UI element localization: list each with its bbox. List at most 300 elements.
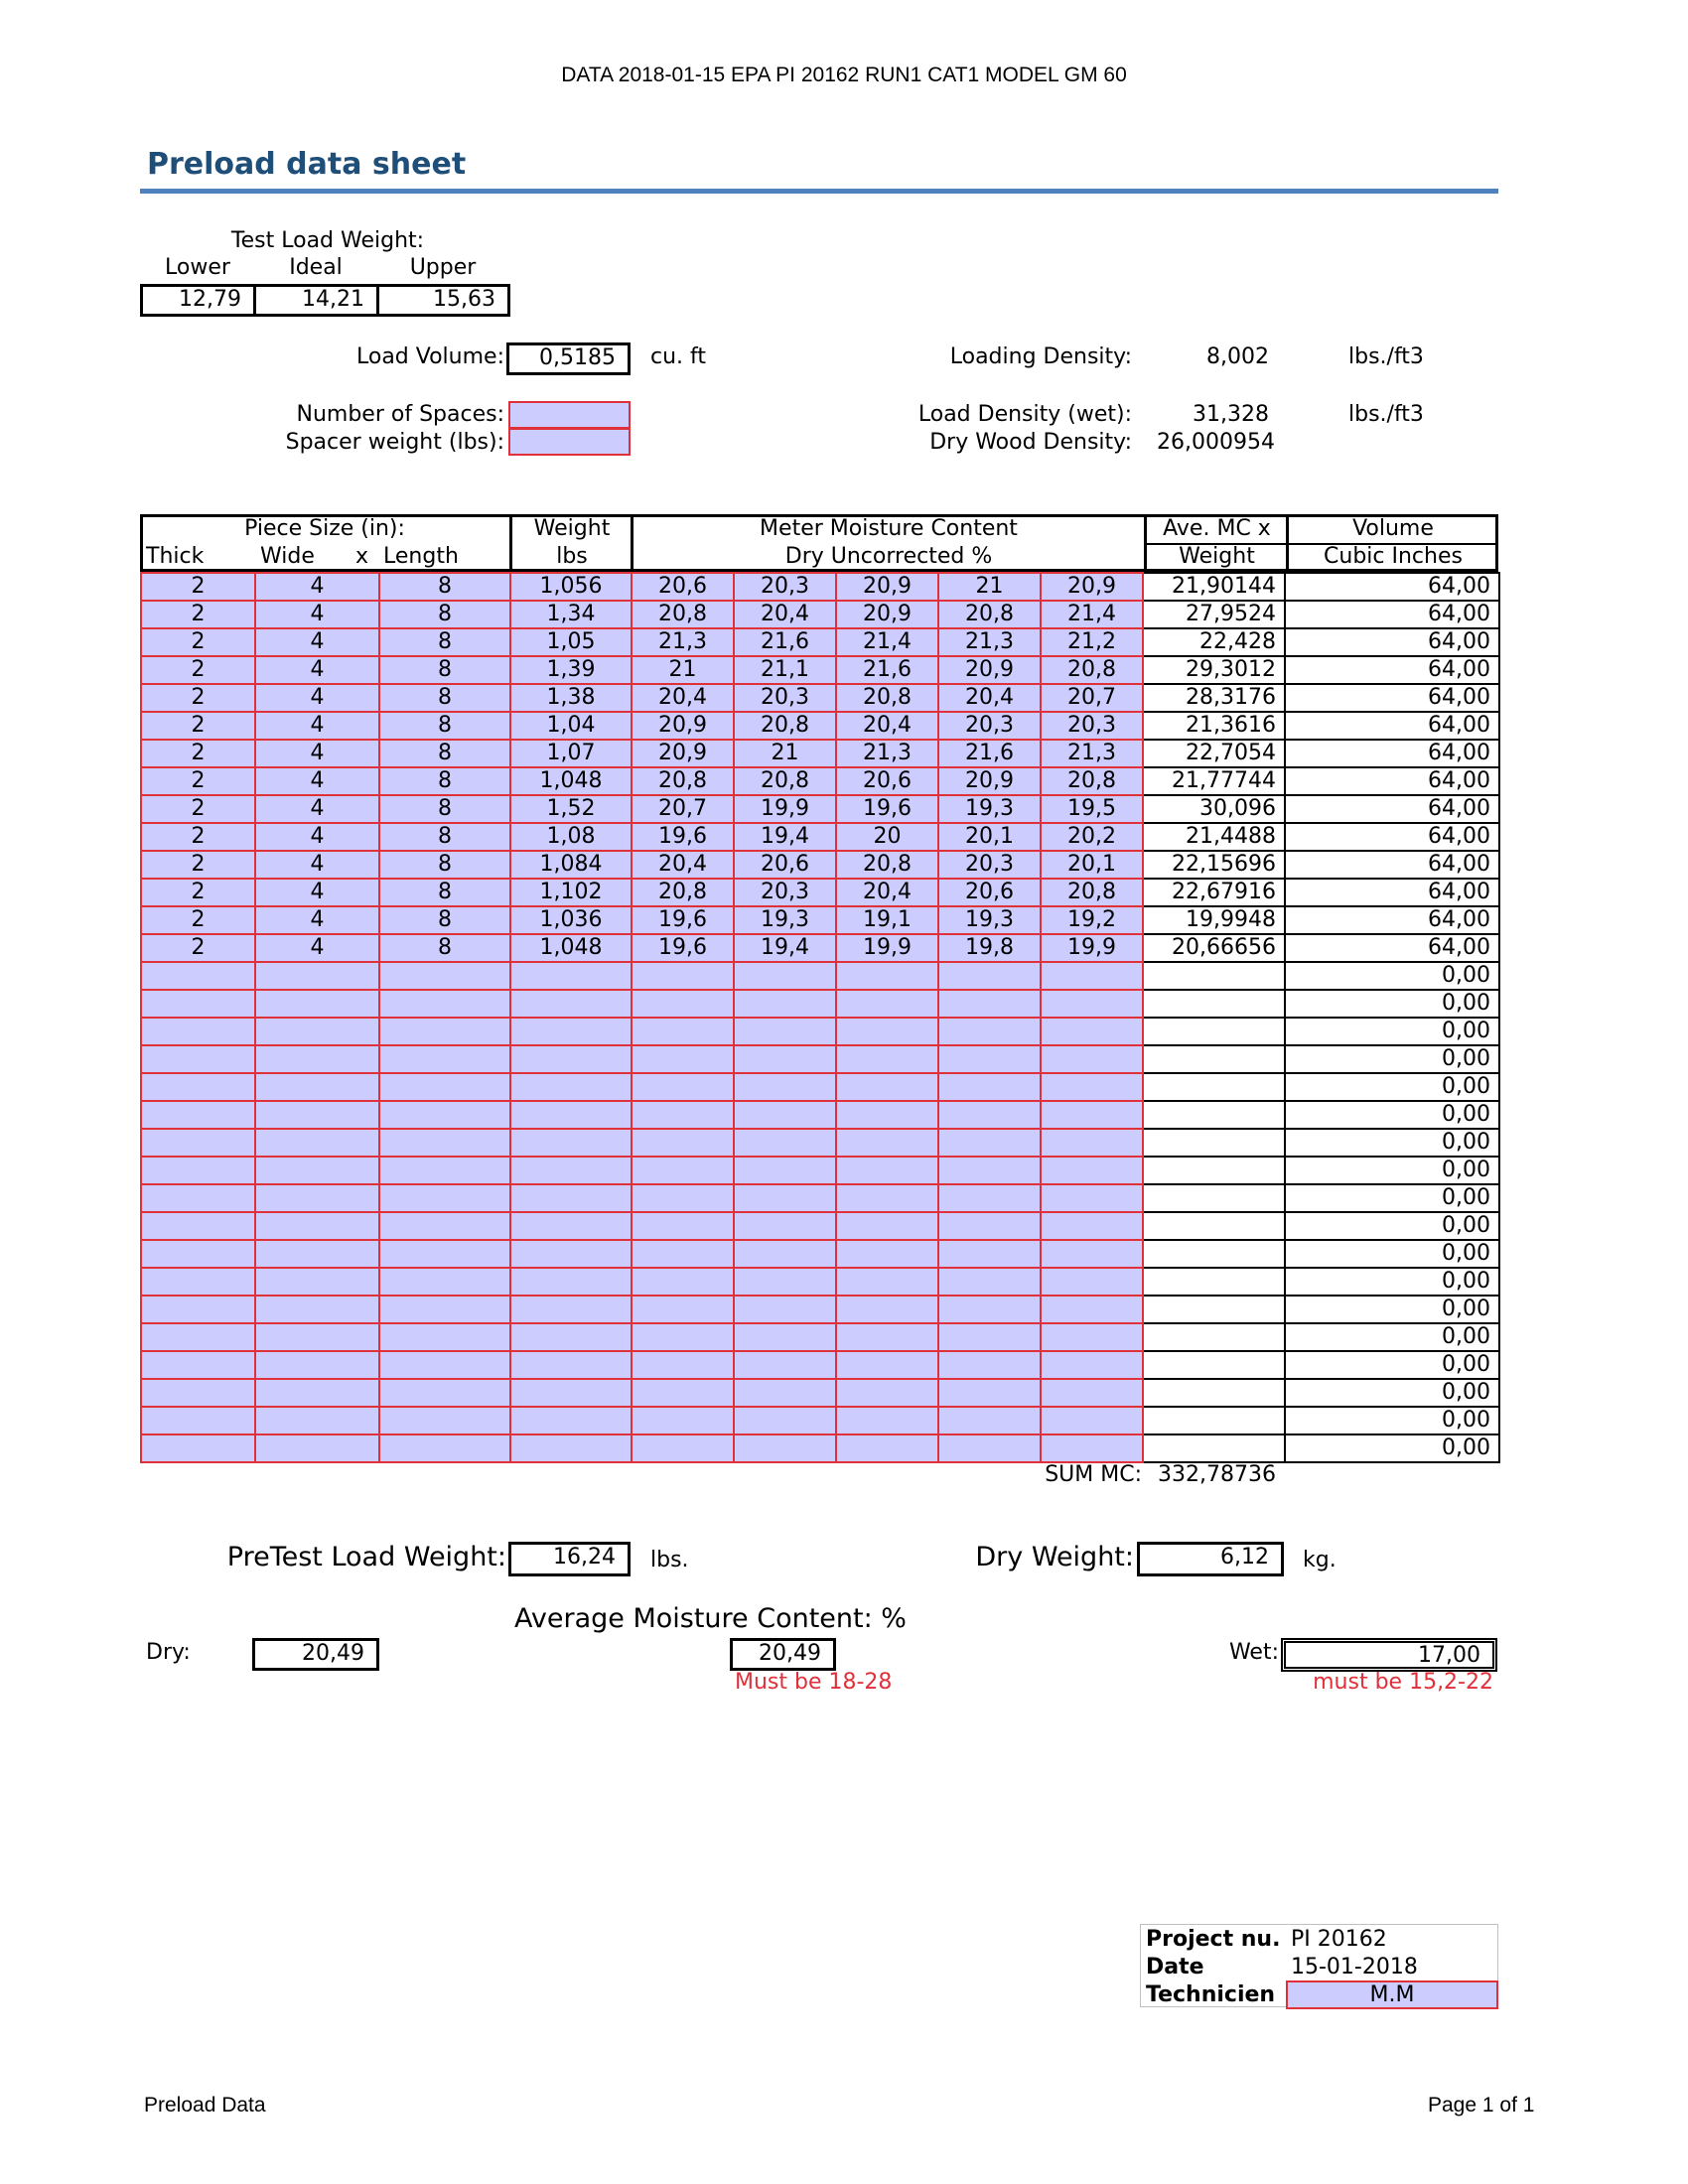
mc-reading-3-cell[interactable]: 20,6 — [836, 767, 938, 795]
mc-reading-1-cell[interactable] — [632, 1184, 734, 1212]
wide-cell[interactable]: 4 — [255, 712, 379, 740]
mc-reading-4-cell[interactable]: 20,1 — [938, 823, 1041, 851]
thick-cell[interactable] — [141, 1045, 255, 1073]
weight-cell[interactable] — [510, 1184, 632, 1212]
mc-reading-3-cell[interactable]: 20 — [836, 823, 938, 851]
length-cell[interactable] — [379, 1073, 510, 1101]
mc-reading-1-cell[interactable] — [632, 1101, 734, 1129]
wide-cell[interactable] — [255, 1407, 379, 1434]
mc-reading-2-cell[interactable] — [734, 1018, 836, 1045]
wide-cell[interactable] — [255, 1157, 379, 1184]
mc-reading-3-cell[interactable] — [836, 1268, 938, 1296]
mc-reading-1-cell[interactable] — [632, 1407, 734, 1434]
thick-cell[interactable]: 2 — [141, 934, 255, 962]
mc-reading-1-cell[interactable] — [632, 1018, 734, 1045]
thick-cell[interactable] — [141, 1101, 255, 1129]
length-cell[interactable]: 8 — [379, 601, 510, 628]
mc-reading-4-cell[interactable]: 20,8 — [938, 601, 1041, 628]
mc-reading-5-cell[interactable] — [1041, 1323, 1143, 1351]
mc-reading-5-cell[interactable] — [1041, 1018, 1143, 1045]
mc-reading-4-cell[interactable]: 21,6 — [938, 740, 1041, 767]
wide-cell[interactable]: 4 — [255, 601, 379, 628]
length-cell[interactable]: 8 — [379, 628, 510, 656]
wide-cell[interactable] — [255, 1351, 379, 1379]
wet-mc-field[interactable]: 17,00 — [1281, 1638, 1497, 1672]
wide-cell[interactable] — [255, 1045, 379, 1073]
mc-reading-4-cell[interactable] — [938, 1129, 1041, 1157]
mc-reading-1-cell[interactable]: 20,6 — [632, 573, 734, 601]
mc-reading-2-cell[interactable] — [734, 1379, 836, 1407]
mc-reading-1-cell[interactable]: 20,8 — [632, 601, 734, 628]
thick-cell[interactable]: 2 — [141, 740, 255, 767]
mc-reading-5-cell[interactable] — [1041, 1240, 1143, 1268]
wide-cell[interactable]: 4 — [255, 823, 379, 851]
weight-cell[interactable] — [510, 1351, 632, 1379]
length-cell[interactable] — [379, 1018, 510, 1045]
mc-reading-2-cell[interactable]: 20,8 — [734, 767, 836, 795]
mc-reading-4-cell[interactable] — [938, 1434, 1041, 1462]
weight-cell[interactable] — [510, 1157, 632, 1184]
load-volume-field[interactable]: 0,5185 — [506, 342, 631, 375]
mc-reading-4-cell[interactable]: 21 — [938, 573, 1041, 601]
mc-reading-2-cell[interactable] — [734, 1296, 836, 1323]
mc-reading-4-cell[interactable] — [938, 962, 1041, 990]
mc-reading-4-cell[interactable] — [938, 1157, 1041, 1184]
weight-cell[interactable]: 1,38 — [510, 684, 632, 712]
mc-reading-4-cell[interactable]: 20,4 — [938, 684, 1041, 712]
mc-reading-4-cell[interactable]: 19,3 — [938, 906, 1041, 934]
mc-reading-3-cell[interactable]: 20,4 — [836, 712, 938, 740]
mc-reading-2-cell[interactable] — [734, 1045, 836, 1073]
mc-reading-2-cell[interactable] — [734, 1212, 836, 1240]
thick-cell[interactable] — [141, 1434, 255, 1462]
mc-reading-5-cell[interactable]: 19,5 — [1041, 795, 1143, 823]
weight-cell[interactable] — [510, 1323, 632, 1351]
mc-reading-2-cell[interactable] — [734, 1101, 836, 1129]
mc-reading-2-cell[interactable]: 20,6 — [734, 851, 836, 879]
length-cell[interactable] — [379, 1240, 510, 1268]
mc-reading-2-cell[interactable]: 20,3 — [734, 684, 836, 712]
mc-reading-2-cell[interactable]: 20,4 — [734, 601, 836, 628]
thick-cell[interactable]: 2 — [141, 879, 255, 906]
weight-cell[interactable]: 1,05 — [510, 628, 632, 656]
mc-reading-1-cell[interactable]: 19,6 — [632, 906, 734, 934]
thick-cell[interactable] — [141, 1296, 255, 1323]
mc-reading-3-cell[interactable] — [836, 1407, 938, 1434]
mc-reading-3-cell[interactable] — [836, 1323, 938, 1351]
length-cell[interactable]: 8 — [379, 684, 510, 712]
mc-reading-2-cell[interactable] — [734, 1407, 836, 1434]
avg-mc-field[interactable]: 20,49 — [730, 1638, 836, 1671]
length-cell[interactable] — [379, 1157, 510, 1184]
mc-reading-1-cell[interactable]: 21 — [632, 656, 734, 684]
mc-reading-5-cell[interactable]: 20,7 — [1041, 684, 1143, 712]
mc-reading-4-cell[interactable]: 20,3 — [938, 851, 1041, 879]
mc-reading-5-cell[interactable] — [1041, 1434, 1143, 1462]
wide-cell[interactable] — [255, 1434, 379, 1462]
wide-cell[interactable] — [255, 990, 379, 1018]
mc-reading-1-cell[interactable]: 20,8 — [632, 767, 734, 795]
mc-reading-4-cell[interactable] — [938, 1101, 1041, 1129]
thick-cell[interactable] — [141, 1268, 255, 1296]
mc-reading-4-cell[interactable] — [938, 990, 1041, 1018]
mc-reading-5-cell[interactable] — [1041, 1407, 1143, 1434]
mc-reading-4-cell[interactable]: 20,9 — [938, 656, 1041, 684]
length-cell[interactable] — [379, 1323, 510, 1351]
mc-reading-3-cell[interactable]: 19,6 — [836, 795, 938, 823]
mc-reading-5-cell[interactable]: 19,9 — [1041, 934, 1143, 962]
weight-cell[interactable] — [510, 1434, 632, 1462]
mc-reading-4-cell[interactable] — [938, 1268, 1041, 1296]
weight-cell[interactable]: 1,056 — [510, 573, 632, 601]
mc-reading-5-cell[interactable]: 21,4 — [1041, 601, 1143, 628]
wide-cell[interactable]: 4 — [255, 795, 379, 823]
mc-reading-3-cell[interactable] — [836, 1129, 938, 1157]
weight-cell[interactable]: 1,39 — [510, 656, 632, 684]
mc-reading-1-cell[interactable] — [632, 1045, 734, 1073]
mc-reading-5-cell[interactable] — [1041, 1157, 1143, 1184]
mc-reading-5-cell[interactable] — [1041, 1073, 1143, 1101]
mc-reading-3-cell[interactable]: 21,6 — [836, 656, 938, 684]
mc-reading-2-cell[interactable] — [734, 1157, 836, 1184]
mc-reading-4-cell[interactable]: 21,3 — [938, 628, 1041, 656]
mc-reading-3-cell[interactable] — [836, 1045, 938, 1073]
mc-reading-1-cell[interactable] — [632, 990, 734, 1018]
mc-reading-4-cell[interactable]: 20,3 — [938, 712, 1041, 740]
mc-reading-5-cell[interactable]: 20,2 — [1041, 823, 1143, 851]
mc-reading-1-cell[interactable] — [632, 1240, 734, 1268]
mc-reading-4-cell[interactable] — [938, 1018, 1041, 1045]
mc-reading-3-cell[interactable] — [836, 1184, 938, 1212]
mc-reading-3-cell[interactable] — [836, 1212, 938, 1240]
mc-reading-5-cell[interactable]: 21,2 — [1041, 628, 1143, 656]
mc-reading-1-cell[interactable]: 20,8 — [632, 879, 734, 906]
length-cell[interactable] — [379, 1045, 510, 1073]
wide-cell[interactable]: 4 — [255, 767, 379, 795]
wide-cell[interactable] — [255, 1184, 379, 1212]
weight-cell[interactable] — [510, 1045, 632, 1073]
thick-cell[interactable] — [141, 1323, 255, 1351]
mc-reading-1-cell[interactable]: 20,4 — [632, 851, 734, 879]
mc-reading-2-cell[interactable]: 20,3 — [734, 573, 836, 601]
mc-reading-2-cell[interactable] — [734, 1073, 836, 1101]
mc-reading-1-cell[interactable] — [632, 1351, 734, 1379]
length-cell[interactable] — [379, 1351, 510, 1379]
thick-cell[interactable]: 2 — [141, 851, 255, 879]
mc-reading-3-cell[interactable] — [836, 1073, 938, 1101]
thick-cell[interactable] — [141, 1129, 255, 1157]
mc-reading-2-cell[interactable]: 19,4 — [734, 823, 836, 851]
mc-reading-3-cell[interactable] — [836, 1240, 938, 1268]
mc-reading-2-cell[interactable]: 20,8 — [734, 712, 836, 740]
mc-reading-1-cell[interactable]: 20,9 — [632, 740, 734, 767]
pretest-weight-field[interactable]: 16,24 — [508, 1542, 631, 1576]
weight-cell[interactable] — [510, 1268, 632, 1296]
length-cell[interactable] — [379, 1268, 510, 1296]
mc-reading-3-cell[interactable]: 20,8 — [836, 851, 938, 879]
mc-reading-2-cell[interactable] — [734, 1184, 836, 1212]
mc-reading-5-cell[interactable]: 19,2 — [1041, 906, 1143, 934]
thick-cell[interactable]: 2 — [141, 601, 255, 628]
length-cell[interactable] — [379, 1407, 510, 1434]
thick-cell[interactable] — [141, 1073, 255, 1101]
mc-reading-2-cell[interactable] — [734, 1351, 836, 1379]
weight-cell[interactable]: 1,52 — [510, 795, 632, 823]
mc-reading-1-cell[interactable] — [632, 1434, 734, 1462]
length-cell[interactable]: 8 — [379, 906, 510, 934]
length-cell[interactable]: 8 — [379, 712, 510, 740]
length-cell[interactable]: 8 — [379, 795, 510, 823]
mc-reading-1-cell[interactable]: 19,6 — [632, 823, 734, 851]
length-cell[interactable]: 8 — [379, 851, 510, 879]
mc-reading-1-cell[interactable]: 21,3 — [632, 628, 734, 656]
wide-cell[interactable]: 4 — [255, 656, 379, 684]
mc-reading-4-cell[interactable]: 20,9 — [938, 767, 1041, 795]
weight-cell[interactable]: 1,048 — [510, 767, 632, 795]
weight-cell[interactable] — [510, 1240, 632, 1268]
mc-reading-5-cell[interactable] — [1041, 1351, 1143, 1379]
mc-reading-5-cell[interactable] — [1041, 962, 1143, 990]
weight-cell[interactable]: 1,08 — [510, 823, 632, 851]
thick-cell[interactable]: 2 — [141, 795, 255, 823]
thick-cell[interactable] — [141, 1184, 255, 1212]
weight-cell[interactable]: 1,34 — [510, 601, 632, 628]
spacer-weight-input[interactable] — [508, 428, 631, 456]
thick-cell[interactable]: 2 — [141, 712, 255, 740]
thick-cell[interactable] — [141, 1240, 255, 1268]
mc-reading-2-cell[interactable] — [734, 1323, 836, 1351]
mc-reading-3-cell[interactable] — [836, 1351, 938, 1379]
weight-cell[interactable] — [510, 1379, 632, 1407]
wide-cell[interactable] — [255, 1212, 379, 1240]
mc-reading-4-cell[interactable] — [938, 1045, 1041, 1073]
mc-reading-3-cell[interactable]: 20,4 — [836, 879, 938, 906]
length-cell[interactable] — [379, 962, 510, 990]
wide-cell[interactable] — [255, 1379, 379, 1407]
wide-cell[interactable]: 4 — [255, 879, 379, 906]
length-cell[interactable]: 8 — [379, 573, 510, 601]
mc-reading-3-cell[interactable]: 21,4 — [836, 628, 938, 656]
mc-reading-3-cell[interactable]: 21,3 — [836, 740, 938, 767]
mc-reading-4-cell[interactable]: 19,3 — [938, 795, 1041, 823]
weight-cell[interactable] — [510, 1073, 632, 1101]
thick-cell[interactable]: 2 — [141, 628, 255, 656]
mc-reading-1-cell[interactable]: 19,6 — [632, 934, 734, 962]
weight-cell[interactable]: 1,048 — [510, 934, 632, 962]
wide-cell[interactable] — [255, 1101, 379, 1129]
weight-cell[interactable] — [510, 990, 632, 1018]
mc-reading-5-cell[interactable] — [1041, 1184, 1143, 1212]
length-cell[interactable]: 8 — [379, 740, 510, 767]
mc-reading-1-cell[interactable] — [632, 1323, 734, 1351]
mc-reading-3-cell[interactable]: 19,9 — [836, 934, 938, 962]
mc-reading-3-cell[interactable] — [836, 1157, 938, 1184]
thick-cell[interactable] — [141, 1351, 255, 1379]
wide-cell[interactable]: 4 — [255, 740, 379, 767]
mc-reading-1-cell[interactable] — [632, 1296, 734, 1323]
wide-cell[interactable]: 4 — [255, 628, 379, 656]
weight-cell[interactable] — [510, 1101, 632, 1129]
mc-reading-5-cell[interactable]: 20,8 — [1041, 656, 1143, 684]
wide-cell[interactable] — [255, 1268, 379, 1296]
length-cell[interactable]: 8 — [379, 823, 510, 851]
wide-cell[interactable]: 4 — [255, 684, 379, 712]
mc-reading-5-cell[interactable]: 20,8 — [1041, 767, 1143, 795]
mc-reading-3-cell[interactable] — [836, 1101, 938, 1129]
mc-reading-2-cell[interactable] — [734, 1434, 836, 1462]
mc-reading-3-cell[interactable] — [836, 990, 938, 1018]
length-cell[interactable] — [379, 990, 510, 1018]
mc-reading-5-cell[interactable] — [1041, 1268, 1143, 1296]
thick-cell[interactable]: 2 — [141, 573, 255, 601]
mc-reading-2-cell[interactable] — [734, 1268, 836, 1296]
mc-reading-4-cell[interactable] — [938, 1073, 1041, 1101]
weight-cell[interactable] — [510, 1407, 632, 1434]
lower-weight-field[interactable]: 12,79 — [140, 284, 256, 317]
wide-cell[interactable] — [255, 1240, 379, 1268]
mc-reading-3-cell[interactable] — [836, 962, 938, 990]
mc-reading-2-cell[interactable] — [734, 1240, 836, 1268]
mc-reading-1-cell[interactable] — [632, 1129, 734, 1157]
length-cell[interactable] — [379, 1212, 510, 1240]
mc-reading-4-cell[interactable]: 19,8 — [938, 934, 1041, 962]
mc-reading-1-cell[interactable] — [632, 962, 734, 990]
weight-cell[interactable]: 1,084 — [510, 851, 632, 879]
mc-reading-5-cell[interactable] — [1041, 1045, 1143, 1073]
length-cell[interactable] — [379, 1296, 510, 1323]
mc-reading-5-cell[interactable] — [1041, 1296, 1143, 1323]
mc-reading-2-cell[interactable]: 19,3 — [734, 906, 836, 934]
mc-reading-4-cell[interactable] — [938, 1379, 1041, 1407]
mc-reading-3-cell[interactable]: 20,9 — [836, 573, 938, 601]
mc-reading-1-cell[interactable] — [632, 1379, 734, 1407]
thick-cell[interactable]: 2 — [141, 767, 255, 795]
mc-reading-2-cell[interactable]: 21,6 — [734, 628, 836, 656]
wide-cell[interactable]: 4 — [255, 906, 379, 934]
mc-reading-4-cell[interactable] — [938, 1407, 1041, 1434]
mc-reading-2-cell[interactable]: 19,9 — [734, 795, 836, 823]
thick-cell[interactable]: 2 — [141, 906, 255, 934]
length-cell[interactable]: 8 — [379, 934, 510, 962]
mc-reading-4-cell[interactable]: 20,6 — [938, 879, 1041, 906]
length-cell[interactable] — [379, 1184, 510, 1212]
mc-reading-1-cell[interactable]: 20,9 — [632, 712, 734, 740]
mc-reading-5-cell[interactable] — [1041, 1101, 1143, 1129]
mc-reading-2-cell[interactable] — [734, 962, 836, 990]
thick-cell[interactable] — [141, 1018, 255, 1045]
technician-input[interactable]: M.M — [1286, 1980, 1498, 2009]
length-cell[interactable]: 8 — [379, 879, 510, 906]
mc-reading-3-cell[interactable]: 19,1 — [836, 906, 938, 934]
thick-cell[interactable] — [141, 1157, 255, 1184]
mc-reading-1-cell[interactable]: 20,4 — [632, 684, 734, 712]
mc-reading-5-cell[interactable]: 20,9 — [1041, 573, 1143, 601]
mc-reading-5-cell[interactable] — [1041, 1379, 1143, 1407]
weight-cell[interactable] — [510, 1018, 632, 1045]
length-cell[interactable] — [379, 1434, 510, 1462]
mc-reading-5-cell[interactable]: 21,3 — [1041, 740, 1143, 767]
mc-reading-3-cell[interactable] — [836, 1434, 938, 1462]
wide-cell[interactable] — [255, 962, 379, 990]
wide-cell[interactable]: 4 — [255, 934, 379, 962]
mc-reading-1-cell[interactable]: 20,7 — [632, 795, 734, 823]
thick-cell[interactable] — [141, 962, 255, 990]
mc-reading-4-cell[interactable] — [938, 1240, 1041, 1268]
mc-reading-2-cell[interactable] — [734, 1129, 836, 1157]
mc-reading-3-cell[interactable] — [836, 1379, 938, 1407]
weight-cell[interactable]: 1,102 — [510, 879, 632, 906]
wide-cell[interactable] — [255, 1323, 379, 1351]
length-cell[interactable] — [379, 1129, 510, 1157]
weight-cell[interactable] — [510, 1212, 632, 1240]
thick-cell[interactable] — [141, 1407, 255, 1434]
thick-cell[interactable]: 2 — [141, 656, 255, 684]
mc-reading-1-cell[interactable] — [632, 1157, 734, 1184]
thick-cell[interactable] — [141, 1379, 255, 1407]
ideal-weight-field[interactable]: 14,21 — [253, 284, 379, 317]
mc-reading-3-cell[interactable] — [836, 1018, 938, 1045]
mc-reading-4-cell[interactable] — [938, 1323, 1041, 1351]
length-cell[interactable]: 8 — [379, 767, 510, 795]
weight-cell[interactable] — [510, 1296, 632, 1323]
thick-cell[interactable] — [141, 1212, 255, 1240]
mc-reading-2-cell[interactable]: 21 — [734, 740, 836, 767]
length-cell[interactable] — [379, 1379, 510, 1407]
wide-cell[interactable] — [255, 1129, 379, 1157]
wide-cell[interactable] — [255, 1073, 379, 1101]
mc-reading-2-cell[interactable]: 21,1 — [734, 656, 836, 684]
mc-reading-1-cell[interactable] — [632, 1073, 734, 1101]
length-cell[interactable]: 8 — [379, 656, 510, 684]
mc-reading-4-cell[interactable] — [938, 1184, 1041, 1212]
mc-reading-2-cell[interactable]: 19,4 — [734, 934, 836, 962]
mc-reading-1-cell[interactable] — [632, 1212, 734, 1240]
thick-cell[interactable]: 2 — [141, 823, 255, 851]
mc-reading-4-cell[interactable] — [938, 1296, 1041, 1323]
mc-reading-2-cell[interactable] — [734, 990, 836, 1018]
dry-mc-field[interactable]: 20,49 — [252, 1638, 379, 1671]
mc-reading-5-cell[interactable]: 20,3 — [1041, 712, 1143, 740]
mc-reading-5-cell[interactable]: 20,1 — [1041, 851, 1143, 879]
mc-reading-4-cell[interactable] — [938, 1212, 1041, 1240]
mc-reading-4-cell[interactable] — [938, 1351, 1041, 1379]
wide-cell[interactable]: 4 — [255, 851, 379, 879]
wide-cell[interactable] — [255, 1018, 379, 1045]
weight-cell[interactable] — [510, 962, 632, 990]
wide-cell[interactable] — [255, 1296, 379, 1323]
wide-cell[interactable]: 4 — [255, 573, 379, 601]
dry-weight-field[interactable]: 6,12 — [1137, 1542, 1284, 1576]
thick-cell[interactable]: 2 — [141, 684, 255, 712]
mc-reading-3-cell[interactable]: 20,9 — [836, 601, 938, 628]
number-of-spaces-input[interactable] — [508, 401, 631, 429]
weight-cell[interactable]: 1,036 — [510, 906, 632, 934]
mc-reading-5-cell[interactable] — [1041, 1212, 1143, 1240]
weight-cell[interactable] — [510, 1129, 632, 1157]
mc-reading-3-cell[interactable]: 20,8 — [836, 684, 938, 712]
thick-cell[interactable] — [141, 990, 255, 1018]
upper-weight-field[interactable]: 15,63 — [376, 284, 510, 317]
mc-reading-3-cell[interactable] — [836, 1296, 938, 1323]
mc-reading-5-cell[interactable] — [1041, 990, 1143, 1018]
mc-reading-5-cell[interactable]: 20,8 — [1041, 879, 1143, 906]
mc-reading-2-cell[interactable]: 20,3 — [734, 879, 836, 906]
weight-cell[interactable]: 1,04 — [510, 712, 632, 740]
weight-cell[interactable]: 1,07 — [510, 740, 632, 767]
mc-reading-1-cell[interactable] — [632, 1268, 734, 1296]
mc-reading-5-cell[interactable] — [1041, 1129, 1143, 1157]
length-cell[interactable] — [379, 1101, 510, 1129]
